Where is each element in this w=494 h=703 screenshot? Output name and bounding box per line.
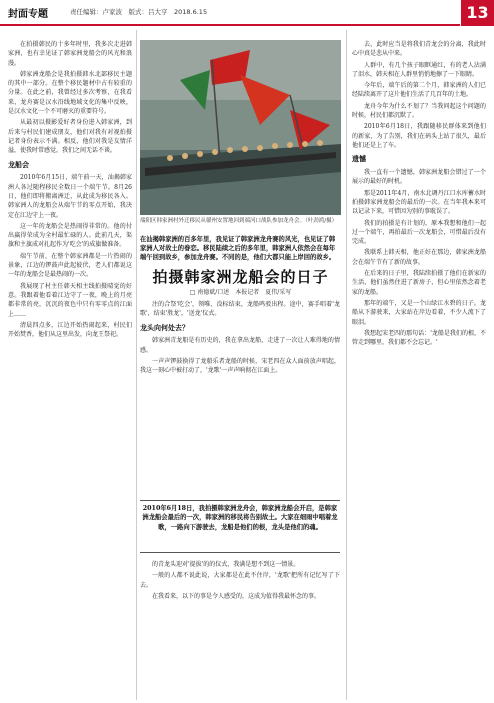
column-2-lower — [140, 560, 340, 603]
paragraph: 在后来的日子里，我陆续拍摄了他们在新家的生活，他们虽然住进了新房子，但心里依然念着老家的龙船。 — [352, 270, 486, 296]
subheading: 龙头向何处去？ — [140, 322, 189, 332]
paragraph: 我联系上韩天相，他正好在那边，韩家洲龙船会在端午节有了新的故事。 — [352, 249, 486, 266]
paragraph: 的青龙头迎对'提拔'的的仪式，我满是想不到这一情景。 — [152, 561, 300, 568]
paragraph: 那是2011年4月，南水北调丹江口水库蓄水时拍摄韩家洲龙船会的最后的一次。在当年我本来可以记录下来，可惜因为别的事耽误了。 — [352, 189, 486, 216]
paragraph: 龙舟今年为什么不划了？当我问起这个问题的时候，村民们都沉默了。 — [352, 102, 486, 120]
paragraph: 一般的人都不说此说，大家都是在此不住岸，'龙歌'把所有记忆写了下去。 — [140, 572, 340, 589]
dragon-boat-photo — [140, 40, 341, 215]
paragraph: 我展现了村主任韩天相主线拍摄晴觉的好意。我跟着他看着江边守了一夜，晚上的月亮都非常的亮，沉沉的夜色中只有零零点的江面上…… — [8, 282, 132, 318]
column-divider — [136, 30, 137, 700]
paragraph: 端午节前，在整个韩家洲都是一片热闹的景象，江边的锣鼓声此起彼伏，老人们都说这一年的龙船会是最热闹的一次。 — [8, 252, 132, 279]
paragraph: 人群中，有几个孩子眼眶通红，有的老人沾满了泪水，韩天相在人群里悄悄地擦了一下眼睛。 — [352, 61, 486, 78]
paragraph: 我想起宋老四的那句话：'龙船是我们的根，不管走到哪里，我们都不会忘记。' — [352, 329, 486, 347]
paragraph: 注的合祭'吃会'，领唯、没标结束，龙船鸣驳出程。途中，赛手唱着'龙歌'，结束'胜龙'，'送龙'仪式。 — [140, 301, 340, 318]
pull-quote: 2010年6月18日，我拍摄韩家洲龙舟会，韩家洲龙船会开启，是韩家洲龙船会最后的一次，韩家洲的移民将告别故土。大家在细雨中唱着龙歌，一路向下游驶去，龙船是他们的根，龙头是他们的魂。 — [140, 500, 340, 553]
paragraph: 去，此时应当是将我们青龙会的分离，我此时心中真是悲从中来。 — [352, 41, 486, 58]
editor-meta: 责任编辑：卢家波 版式：吕大亨 2018.6.15 — [70, 8, 208, 16]
column-divider — [346, 30, 347, 700]
paragraph: 清晨四点多，江边开始热闹起来，村民们开始焚香，他们从这里出发，向龙王祭祀。 — [8, 321, 132, 339]
paragraph: 2010年6月15日，端午前一天，汕揭韩家洲人各过随程移民全数日一个端午节。8月26日，他们即将搬离洲迁，从此成为移民各入。韩家洲人的龙船会从端午节的零点开始，我决定在江边守上一夜。 — [8, 174, 132, 219]
byline: □ 南德斌/口述 本报记者 夏伟/采写 — [189, 289, 292, 296]
paragraph: 在我看来，以下的事是令人感受的，这成为值得我最怀念的事。 — [152, 592, 321, 600]
page-number: 13 — [461, 0, 494, 26]
column-3 — [352, 40, 486, 349]
lead-paragraph: 在汕揭韩家洲的百多年里，我见证了韩家洲龙舟赛的风光，也见证了韩家洲人对故土的眷恋。移民陆续之后的多年里，韩家洲人依然会在每年端午回到故乡，参加龙舟赛。不同的是，他们大都只能上岸回的故乡。 — [140, 236, 336, 262]
paragraph: 今年后，端午后的第二个月，韩家洲的人们已经陆续离开了这片他们生活了几百年的土地。 — [352, 82, 486, 99]
subheading: 龙船会 — [8, 159, 29, 169]
paragraph: 2010年6月18日，我跟随移民群体来到他们的新家，为了告别，我们在码头上站了很久，最后他们还是上了车。 — [352, 123, 486, 149]
paragraph: 从最初以摄影爱好者身份进入韩家洲，到后来与村民们建成朋友，他们对我有对视拍摄记者身份表示不满。相反，他们对我是友情洋溢，使我时常感觉，我们之间无话不谈。 — [8, 119, 132, 155]
paragraph: 我一直有一个遗憾，韩家洲龙船会错过了一个展示的最好的时机。 — [352, 169, 486, 186]
section-title: 封面专题 — [8, 9, 48, 20]
paragraph: 那年的端午，又是一个山绿江水碧的日子。龙船从下游驶来，大家站在岸边看着，不少人流下了眼泪。 — [352, 299, 486, 326]
paragraph: 在拍摄韩民的十多年时里，我多次走进韩家洲，也有幸见证了韩家洲龙船会的风光和浪漫。 — [8, 41, 132, 67]
paragraph: 这一年的龙船会是热闹得非常的。他的付出赢得荣成为全村最忙碌的人。此前几天，渠旗和主旗成对扎起作为'吃会'的成旗做准备。 — [8, 222, 132, 249]
subheading: 遗憾 — [352, 154, 366, 164]
page-header — [0, 0, 494, 26]
header-rule — [0, 24, 460, 26]
column-2 — [140, 300, 340, 378]
paragraph: 一声声锣鼓换得了龙船乐者龙船的时候，宋老四在众人面前放声唱起，我这一刻心中被打动了，'龙歌'一声声响彻在江面上。 — [140, 358, 340, 375]
paragraph: 韩家洲青龙船是有历史的，我在拿出龙船，走进了一次让人难得地的情感。 — [140, 337, 340, 354]
photo-caption: 端阳区韩家洲村外迁移民从赣州安置地回到端河口战队参加龙舟会。（叶劲鸿/摄） — [140, 218, 338, 224]
paragraph: 韩家洲龙船会是我拍摄韩水北部移民主题的其中一部分。在整个移民题材中占有较重的分量。在此之前，我曾经过多次考察，在我看来，龙舟赛是汉水沿线地域文化的集中反映，是汉水文化一个不可磨灭的重要符号。 — [8, 70, 132, 116]
paragraph: 我们的拍摄是有计划的，原本我想和他们一起过一个端午，再拍最后一次龙船会，可惜最后没有完成。 — [352, 219, 486, 246]
column-1 — [8, 40, 132, 341]
headline: 拍摄韩家洲龙船会的日子 — [152, 268, 329, 286]
